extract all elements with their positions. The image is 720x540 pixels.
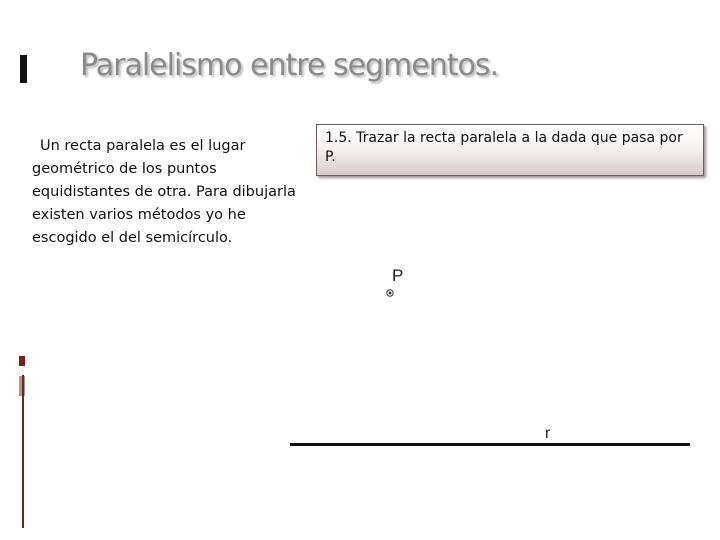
title-accent-bar (20, 55, 27, 83)
slide-title: Paralelismo entre segmentos. (80, 48, 499, 83)
decorative-vertical-line (22, 375, 24, 528)
line-r (290, 443, 690, 446)
point-p-label: P (392, 266, 404, 285)
task-box (316, 124, 704, 176)
task-text: 1.5. Trazar la recta paralela a la dada que pasa por P. (325, 130, 683, 165)
point-p-marker (386, 289, 394, 297)
decorative-square-dark (19, 356, 25, 366)
line-r-label: r (545, 425, 551, 442)
explanation-text: Un recta paralela es el lugar geométrico de los puntos equidistantes de otra. Para dibujarla existen varios métodos yo he escogido el del semicírculo. (32, 138, 296, 246)
